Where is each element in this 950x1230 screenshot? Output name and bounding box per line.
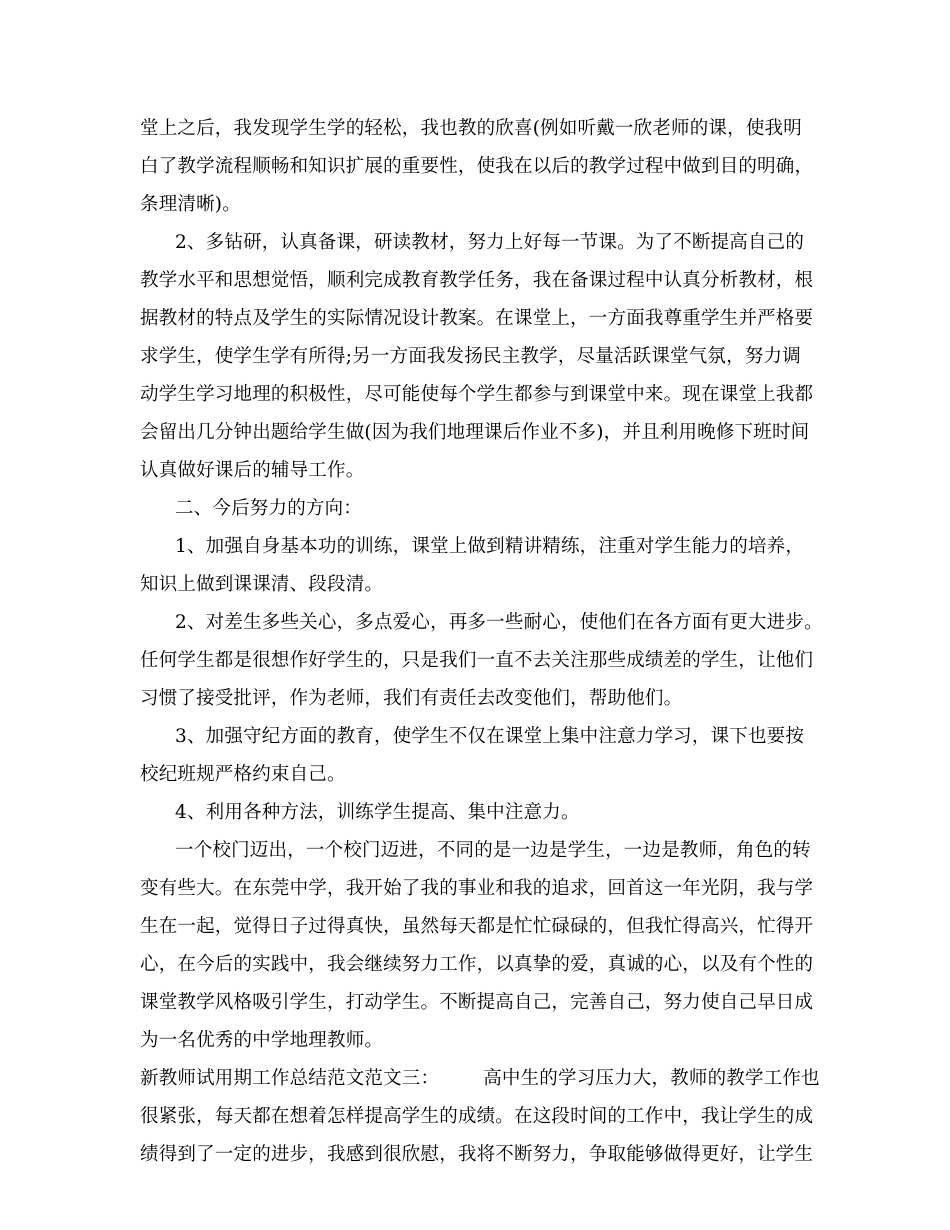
paragraph-line: 很紧张，每天都在想着怎样提高学生的成绩。在这段时间的工作中，我让学生的成 <box>140 1106 814 1127</box>
paragraph-line: 白了教学流程顺畅和知识扩展的重要性，使我在以后的教学过程中做到目的明确， <box>140 156 814 177</box>
paragraph-line: 2、对差生多些关心，多点爱心，再多一些耐心，使他们在各方面有更大进步。 <box>175 612 823 633</box>
paragraph-line: 据教材的特点及学生的实际情况设计教案。在课堂上，一方面我尊重学生并严格要 <box>140 308 814 329</box>
paragraph-line: 认真做好课后的辅导工作。 <box>140 460 365 481</box>
paragraph-line: 知识上做到课课清、段段清。 <box>140 574 384 595</box>
paragraph-line: 堂上之后，我发现学生学的轻松，我也教的欣喜(例如听戴一欣老师的课，使我明 <box>140 118 802 139</box>
section-title: 新教师试用期工作总结范文范文三： <box>140 1068 440 1089</box>
paragraph-line: 会留出几分钟出题给学生做(因为我们地理课后作业不多)，并且利用晚修下班时间 <box>140 422 810 443</box>
paragraph-line: 2、多钻研，认真备课，研读教材，努力上好每一节课。为了不断提高自己的 <box>175 232 805 253</box>
paragraph-line: 4、利用各种方法，训练学生提高、集中注意力。 <box>175 802 580 823</box>
paragraph-line: 1、加强自身基本功的训练，课堂上做到精讲精练，注重对学生能力的培养， <box>175 536 805 557</box>
section-intro-text: 高中生的学习压力大，教师的教学工作也 <box>483 1068 820 1089</box>
paragraph-line: 求学生，使学生学有所得;另一方面我发扬民主教学，尽量活跃课堂气氛，努力调 <box>140 346 801 367</box>
paragraph-line: 变有些大。在东莞中学，我开始了我的事业和我的追求，回首这一年光阴，我与学 <box>140 878 814 899</box>
paragraph-line: 条理清晰)。 <box>140 194 241 215</box>
paragraph-line: 教学水平和思想觉悟，顺利完成教育教学任务，我在备课过程中认真分析教材，根 <box>140 270 814 291</box>
paragraph-line: 生在一起，觉得日子过得真快，虽然每天都是忙忙碌碌的，但我忙得高兴，忙得开 <box>140 916 814 937</box>
paragraph-line: 绩得到了一定的进步，我感到很欣慰，我将不断努力，争取能够做得更好，让学生 <box>140 1144 814 1165</box>
section-title-line <box>140 1061 830 1097</box>
paragraph-line: 校纪班规严格约束自己。 <box>140 764 346 785</box>
paragraph-line: 课堂教学风格吸引学生，打动学生。不断提高自己，完善自己，努力使自己早日成 <box>140 992 814 1013</box>
paragraph-line: 为一名优秀的中学地理教师。 <box>140 1030 384 1051</box>
section-heading: 二、今后努力的方向： <box>175 498 363 519</box>
paragraph-line: 3、加强守纪方面的教育，使学生不仅在课堂上集中注意力学习，课下也要按 <box>175 726 805 747</box>
paragraph-line: 习惯了接受批评，作为老师，我们有责任去改变他们，帮助他们。 <box>140 688 683 709</box>
paragraph-line: 任何学生都是很想作好学生的，只是我们一直不去关注那些成绩差的学生，让他们 <box>140 650 814 671</box>
paragraph-line: 一个校门迈出，一个校门迈进，不同的是一边是学生，一边是教师，角色的转 <box>175 840 811 861</box>
paragraph-line: 心，在今后的实践中，我会继续努力工作，以真挚的爱，真诚的心，以及有个性的 <box>140 954 814 975</box>
paragraph-line: 动学生学习地理的积极性，尽可能使每个学生都参与到课堂中来。现在课堂上我都 <box>140 384 814 405</box>
